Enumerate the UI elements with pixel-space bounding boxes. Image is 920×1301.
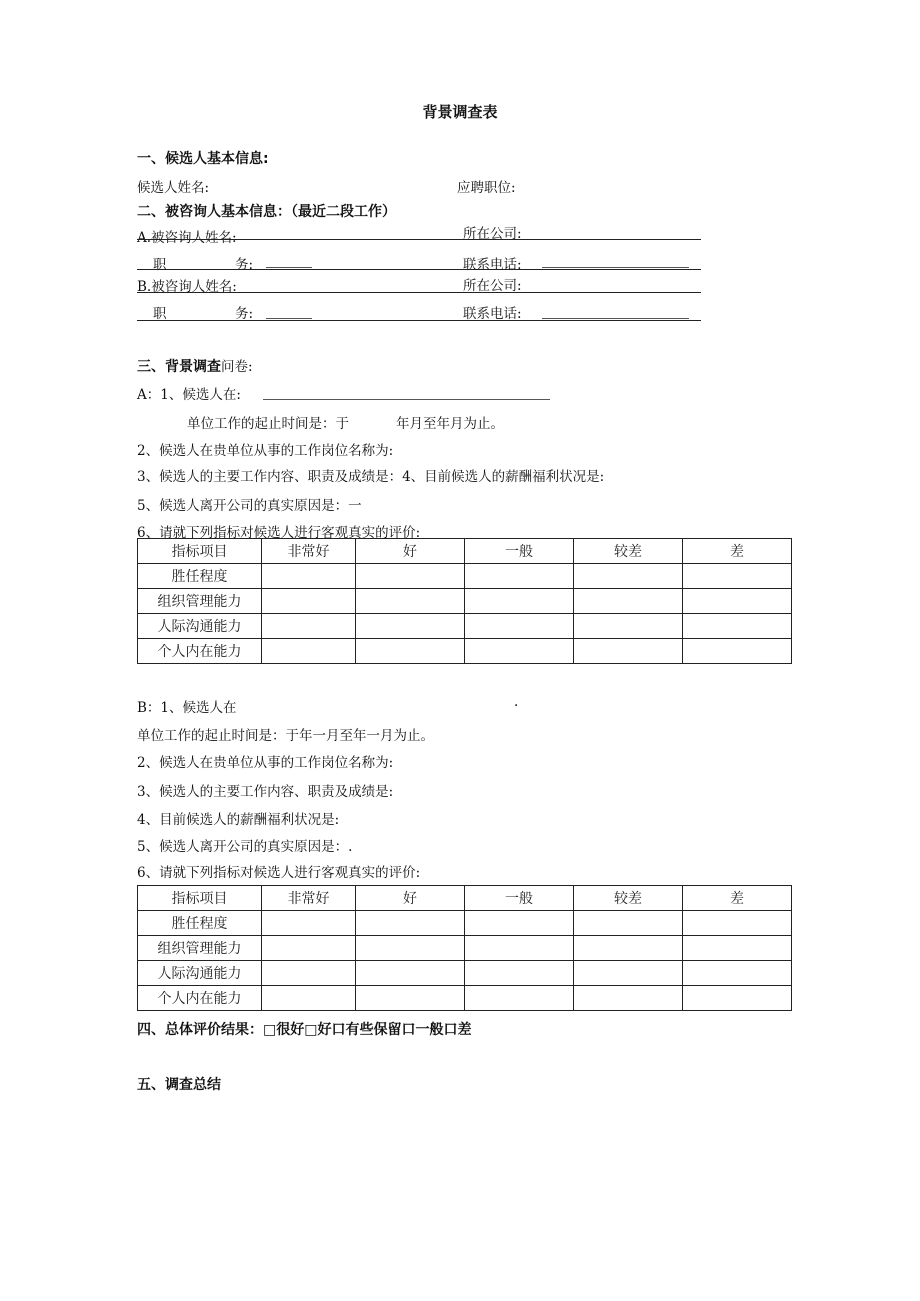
applied-position-label: 应聘职位: [457, 180, 516, 196]
header-cell: 较差 [574, 886, 683, 911]
rating-cell[interactable] [356, 564, 465, 589]
header-cell: 指标项目 [138, 539, 262, 564]
header-cell: 非常好 [262, 886, 356, 911]
b-question-1-mark: . [514, 694, 519, 710]
rating-cell[interactable] [465, 961, 574, 986]
b-question-1: B：1、候选人在 [137, 700, 237, 716]
referee-a-duty-label-2: 务: [235, 257, 254, 273]
section-4-heading: 四、总体评价结果：□很好□好口有些保留口一般口差 [137, 1022, 472, 1038]
evaluation-table-b [137, 885, 792, 1011]
header-cell: 差 [683, 886, 792, 911]
rating-cell[interactable] [356, 589, 465, 614]
header-cell: 差 [683, 539, 792, 564]
row-label: 个人内在能力 [138, 986, 262, 1011]
row-label: 胜任程度 [138, 564, 262, 589]
rating-cell[interactable] [683, 614, 792, 639]
referee-b-name-label: B.被咨询人姓名: [137, 279, 237, 295]
section-2-note: （最近二段工作） [291, 204, 396, 220]
a-question-1b-post: 年月至年月为止。 [396, 416, 504, 432]
header-cell: 指标项目 [138, 886, 262, 911]
rating-cell[interactable] [465, 936, 574, 961]
row-label: 人际沟通能力 [138, 961, 262, 986]
rating-cell[interactable] [356, 911, 465, 936]
table-row [138, 614, 792, 639]
table-row [138, 961, 792, 986]
rating-cell[interactable] [574, 961, 683, 986]
rating-cell[interactable] [683, 986, 792, 1011]
rating-cell[interactable] [262, 986, 356, 1011]
divider [137, 292, 701, 293]
rating-cell[interactable] [465, 564, 574, 589]
divider [137, 320, 701, 321]
b-question-1b: 单位工作的起止时间是：于年一月至年一月为止。 [137, 728, 434, 744]
rating-cell[interactable] [356, 986, 465, 1011]
referee-a-name-label: A.被咨询人姓名: [137, 230, 237, 246]
row-label: 胜任程度 [138, 911, 262, 936]
row-label: 组织管理能力 [138, 589, 262, 614]
duty-b-blank[interactable] [266, 318, 312, 319]
duty-a-blank[interactable] [266, 267, 312, 268]
rating-cell[interactable] [262, 589, 356, 614]
divider [137, 269, 701, 270]
rating-cell[interactable] [356, 639, 465, 664]
row-label: 组织管理能力 [138, 936, 262, 961]
a-question-2: 2、候选人在贵单位从事的工作岗位名称为: [137, 443, 394, 459]
rating-cell[interactable] [262, 639, 356, 664]
rating-cell[interactable] [356, 936, 465, 961]
header-cell: 较差 [574, 539, 683, 564]
referee-a-phone-label: 联系电话: [463, 257, 522, 273]
rating-cell[interactable] [683, 564, 792, 589]
rating-cell[interactable] [574, 986, 683, 1011]
row-label: 人际沟通能力 [138, 614, 262, 639]
header-cell: 好 [356, 886, 465, 911]
table-header-row [138, 539, 792, 564]
rating-cell[interactable] [574, 614, 683, 639]
section-5-heading: 五、调查总结 [137, 1077, 221, 1093]
rating-cell[interactable] [465, 911, 574, 936]
table-row [138, 936, 792, 961]
table-row [138, 986, 792, 1011]
section-1-heading: 一、候选人基本信息: [137, 151, 269, 167]
rating-cell[interactable] [465, 614, 574, 639]
section-2-heading [137, 201, 396, 221]
row-label: 个人内在能力 [138, 639, 262, 664]
a-employer-blank[interactable] [263, 399, 550, 400]
rating-cell[interactable] [262, 961, 356, 986]
header-cell: 一般 [465, 539, 574, 564]
rating-cell[interactable] [356, 614, 465, 639]
a-question-1b [187, 412, 504, 432]
section-3-title: 三、背景调查 [137, 359, 221, 375]
rating-cell[interactable] [574, 639, 683, 664]
section-2-title: 二、被咨询人基本信息： [137, 204, 291, 220]
rating-cell[interactable] [356, 961, 465, 986]
rating-cell[interactable] [574, 564, 683, 589]
rating-cell[interactable] [683, 639, 792, 664]
header-cell: 好 [356, 539, 465, 564]
section-3-title-rest: 问卷: [221, 359, 253, 375]
rating-cell[interactable] [683, 911, 792, 936]
phone-a-blank[interactable] [542, 267, 689, 268]
rating-cell[interactable] [262, 911, 356, 936]
rating-cell[interactable] [465, 986, 574, 1011]
rating-cell[interactable] [262, 614, 356, 639]
rating-cell[interactable] [574, 911, 683, 936]
header-cell: 一般 [465, 886, 574, 911]
rating-cell[interactable] [683, 589, 792, 614]
referee-a-duty-label-1: 职 [153, 257, 167, 273]
rating-cell[interactable] [683, 936, 792, 961]
section-3-heading [137, 355, 253, 376]
b-question-2: 2、候选人在贵单位从事的工作岗位名称为: [137, 755, 394, 771]
a-question-3-4: 3、候选人的主要工作内容、职责及成绩是：4、目前候选人的薪酬福利状况是: [137, 469, 605, 485]
rating-cell[interactable] [574, 936, 683, 961]
table-row [138, 639, 792, 664]
a-question-1: A：1、候选人在: [137, 387, 241, 403]
b-question-6: 6、请就下列指标对候选人进行客观真实的评价: [137, 865, 421, 881]
rating-cell[interactable] [465, 589, 574, 614]
candidate-name-label: 候选人姓名: [137, 180, 210, 196]
rating-cell[interactable] [574, 589, 683, 614]
b-question-4: 4、目前候选人的薪酬福利状况是: [137, 812, 340, 828]
table-header-row [138, 886, 792, 911]
a-question-1b-pre: 单位工作的起止时间是：于 [187, 416, 349, 432]
a-question-5: 5、候选人离开公司的真实原因是：一 [137, 498, 362, 514]
table-row [138, 564, 792, 589]
b-question-3: 3、候选人的主要工作内容、职责及成绩是: [137, 784, 394, 800]
rating-cell[interactable] [262, 564, 356, 589]
referee-b-duty-label-2: 务: [235, 306, 254, 322]
a-question-6: 6、请就下列指标对候选人进行客观真实的评价: [137, 525, 421, 541]
divider [137, 239, 701, 240]
page-title: 背景调查表 [422, 103, 498, 121]
table-row [138, 911, 792, 936]
referee-b-duty-label-1: 职 [153, 306, 167, 322]
table-row [138, 589, 792, 614]
referee-a-company-label: 所在公司: [463, 226, 522, 242]
phone-b-blank[interactable] [542, 318, 689, 319]
evaluation-table-a [137, 538, 792, 664]
referee-b-company-label: 所在公司: [463, 278, 522, 294]
rating-cell[interactable] [262, 936, 356, 961]
referee-b-phone-label: 联系电话: [463, 306, 522, 322]
rating-cell[interactable] [683, 961, 792, 986]
b-question-5: 5、候选人离开公司的真实原因是：. [137, 839, 353, 855]
header-cell: 非常好 [262, 539, 356, 564]
rating-cell[interactable] [465, 639, 574, 664]
